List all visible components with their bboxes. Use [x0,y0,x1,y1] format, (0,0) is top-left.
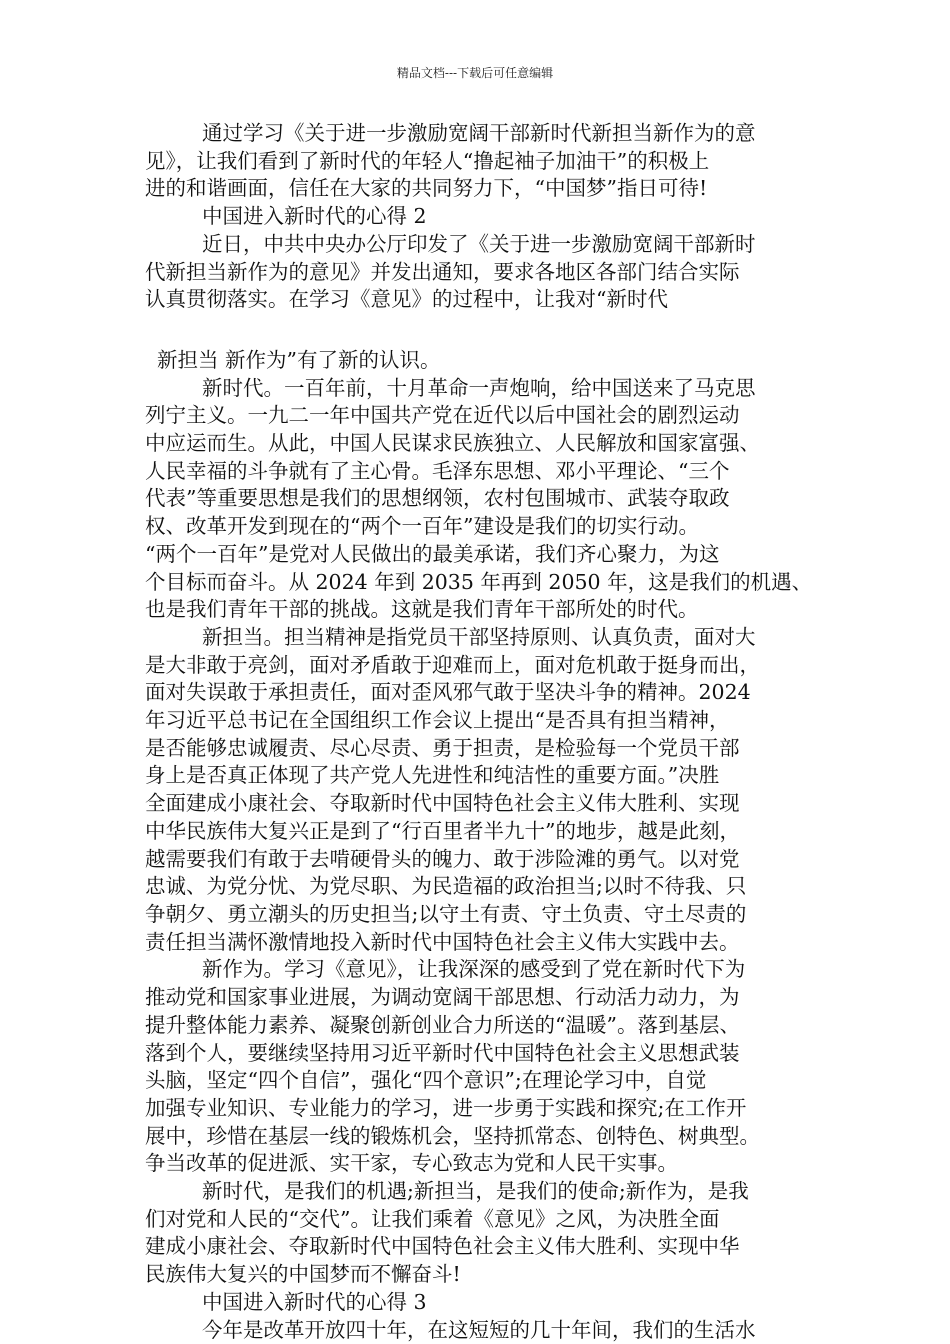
text-line: 见》，让我们看到了新时代的年轻人“撸起袖子加油干”的积极上 [145,148,710,173]
text-line: 建成小康社会、夺取新时代中国特色社会主义伟大胜利、实现中华 [145,1234,740,1259]
paragraph [145,347,825,375]
text-line: 新担当。担当精神是指党员干部坚持原则、认真负责，面对大 [202,624,756,649]
text-line: 认真贯彻落实。在学习《意见》的过程中，让我对“新时代 [145,287,668,312]
paragraph [145,375,825,624]
text-line: 中国进入新时代的心得 2 [202,204,427,229]
text-line: 面对失误敢于承担责任，面对歪风邪气敢于坚决斗争的精神。2024 [145,680,751,705]
text-line: 进的和谐画面，信任在大家的共同努力下，“中国梦”指日可待! [145,176,708,201]
text-line: 身上是否真正体现了共产党人先进性和纯洁性的重要方面。”决胜 [145,763,720,788]
text-line: 加强专业知识、专业能力的学习，进一步勇于实践和探究;在工作开 [145,1095,747,1120]
paragraph [145,1317,825,1344]
text-line: 今年是改革开放四十年，在这短短的几十年间，我们的生活水 [202,1317,756,1342]
text-line: 列宁主义。一九二一年中国共产党在近代以后中国社会的剧烈运动 [145,403,740,428]
text-line: 新作为。学习《意见》，让我深深的感受到了党在新时代下为 [202,957,746,982]
text-line: 展中，珍惜在基层一线的锻炼机会，坚持抓常态、创特色、树典型。 [145,1123,760,1148]
text-line: 中华民族伟大复兴正是到了“行百里者半九十”的地步，越是此刻， [145,818,740,843]
text-line: 是否能够忠诚履责、尽心尽责、勇于担责，是检验每一个党员干部 [145,735,740,760]
text-line: 代表”等重要思想是我们的思想纲领，农村包围城市、武装夺取政 [145,486,730,511]
text-line: 争当改革的促进派、实干家，专心致志为党和人民干实事。 [145,1151,678,1176]
text-line: 新担当 新作为”有了新的认识。 [157,347,441,372]
text-line: 新时代，是我们的机遇;新担当，是我们的使命;新作为，是我 [202,1179,749,1204]
text-line: 通过学习《关于进一步激励宽阔干部新时代新担当新作为的意 [202,121,756,145]
text-line: 全面建成小康社会、夺取新时代中国特色社会主义伟大胜利、实现 [145,791,740,816]
text-line: “两个一百年”是党对人民做出的最美承诺，我们齐心聚力，为这 [145,541,720,566]
text-line: 年习近平总书记在全国组织工作会议上提出“是否具有担当精神， [145,708,730,733]
text-line: 也是我们青年干部的挑战。这就是我们青年干部所处的时代。 [145,597,699,622]
text-line: 民族伟大复兴的中国梦而不懈奋斗! [145,1262,461,1287]
text-line: 忠诚、为党分忧、为党尽职、为民造福的政治担当;以时不待我、只 [145,874,747,899]
text-line: 提升整体能力素养、凝聚创新创业合力所送的“温暖”。落到基层、 [145,1012,740,1037]
paragraph [145,624,825,956]
paragraph [145,231,825,314]
text-line: 落到个人，要继续坚持用习近平新时代中国特色社会主义思想武装 [145,1040,740,1065]
text-line: 是大非敢于亮剑，面对矛盾敢于迎难而上，面对危机敢于挺身而出， [145,652,760,677]
section-heading [145,1289,825,1317]
text-line: 们对党和人民的“交代”。让我们乘着《意见》之风，为决胜全面 [145,1206,720,1231]
page-header: 精品文档---下载后可任意编辑 [396,66,554,80]
paragraph [145,120,825,203]
paragraph [145,956,825,1178]
text-line: 新时代。一百年前，十月革命一声炮响，给中国送来了马克思 [202,375,756,400]
section-heading [145,203,825,231]
text-line: 越需要我们有敢于去啃硬骨头的魄力、敢于涉险滩的勇气。以对党 [145,846,740,871]
paragraph [145,1178,825,1289]
document-body [145,120,825,1344]
text-line: 代新担当新作为的意见》并发出通知，要求各地区各部门结合实际 [145,259,740,284]
text-line: 责任担当满怀激情地投入新时代中国特色社会主义伟大实践中去。 [145,929,740,954]
text-line: 人民幸福的斗争就有了主心骨。毛泽东思想、邓小平理论、“三个 [145,458,730,483]
text-line: 中国进入新时代的心得 3 [202,1289,427,1314]
text-line: 头脑，坚定“四个自信”，强化“四个意识”;在理论学习中，自觉 [145,1068,707,1093]
text-line: 近日，中共中央办公厅印发了《关于进一步激励宽阔干部新时 [202,231,756,256]
text-line: 推动党和国家事业进展，为调动宽阔干部思想、行动活力动力，为 [145,985,740,1010]
text-line: 争朝夕、勇立潮头的历史担当;以守土有责、守土负责、守土尽责的 [145,901,747,926]
text-line: 个目标而奋斗。从 2024 年到 2035 年再到 2050 年，这是我们的机遇、 [145,569,813,594]
text-line: 权、改革开发到现在的“两个一百年”建设是我们的切实行动。 [145,514,699,539]
text-line: 中应运而生。从此，中国人民谋求民族独立、人民解放和国家富强、 [145,431,760,456]
